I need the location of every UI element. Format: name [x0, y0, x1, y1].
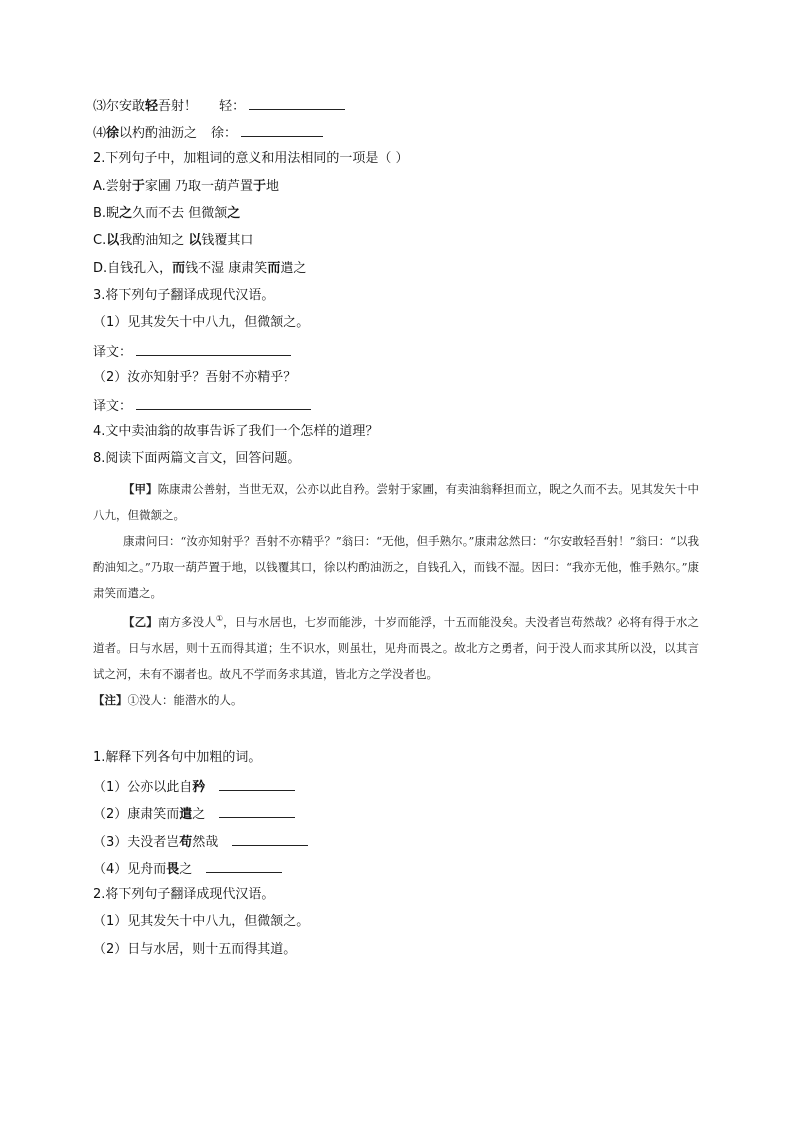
q1-item-3 [93, 95, 345, 117]
classical-passage [93, 476, 699, 713]
q4-stem: 4.文中卖油翁的故事告诉了我们一个怎样的道理？ [93, 424, 379, 439]
bold-word: 苟 [179, 835, 193, 850]
q3-sentence-1: （1）见其发矢十中八九，但微颔之。 [93, 315, 310, 330]
answer-blank[interactable] [241, 122, 323, 137]
passage-q1-item-3 [93, 831, 308, 853]
passage-q1-item-1 [93, 776, 295, 798]
item-number: ⑷ [93, 126, 107, 141]
answer-blank[interactable] [232, 831, 308, 846]
passage-text: 陈康肃公善射，当世无双，公亦以此自矜。尝射于家圃，有卖油翁释担而立，睨之久而不去。见其发矢十中八九，但微颔之。 [93, 482, 699, 522]
q2-option-d[interactable] [93, 259, 306, 279]
q3-translation-2 [93, 395, 311, 417]
footnote-marker: ① [215, 614, 224, 623]
q1-item-4 [93, 122, 323, 144]
passage-jia-p1 [93, 476, 699, 528]
answer-label: 轻： [219, 99, 246, 114]
item-text: 然哉 [192, 835, 219, 850]
item-text: （4）见舟而 [93, 862, 167, 877]
bold-word: 于 [252, 179, 266, 194]
option-text: 钱覆其口 [201, 233, 254, 248]
option-text: B.睨 [93, 206, 120, 221]
note-text: ①没人：能潜水的人。 [127, 692, 243, 707]
answer-blank[interactable] [136, 341, 291, 356]
passage-yi [93, 606, 699, 687]
passage-q1-stem: 1.解释下列各句中加粗的词。 [93, 750, 262, 765]
passage-text: ，日与水居也，七岁而能涉，十岁而能浮，十五而能没矣。夫没者岂苟然哉？必将有得于水之道者。日与水居，则十五而得其道；生不识水，则虽壮，见舟而畏之。故北方之勇者，问于没人而求其所以没，以其言试之河，未有不溺者也。故凡不学而务求其道，皆北方之学没者也。 [93, 614, 700, 681]
passage-tag: 【甲】 [123, 482, 158, 496]
passage-q2-sentence-2: （2）日与水居，则十五而得其道。 [93, 942, 297, 957]
option-text: 钱不湿 康肃笑 [185, 261, 268, 276]
bold-word: 以 [106, 233, 120, 248]
bold-word: 遣 [179, 807, 193, 822]
item-text: 以杓酌油沥之 [119, 126, 198, 141]
q8-stem: 8.阅读下面两篇文言文，回答问题。 [93, 451, 301, 466]
item-text: 尔安敢 [106, 99, 146, 114]
bold-word: 于 [131, 179, 145, 194]
item-text: 之 [179, 862, 193, 877]
passage-text: 康肃问曰：“汝亦知射乎？吾射不亦精乎？”翁曰：“无他，但手熟尔。”康肃忿然曰：“尔安敢轻吾射！”翁曰：“以我酌油知之。”乃取一葫芦置于地，以钱覆其口，徐以杓酌油沥之，自钱孔入，而钱不湿。因曰：“我亦无他，惟手熟尔。”康肃笑而遣之。 [93, 534, 699, 600]
answer-label: 徐： [211, 126, 238, 141]
answer-blank[interactable] [219, 803, 295, 818]
q3-sentence-2: （2）汝亦知射乎？吾射不亦精乎？ [93, 370, 297, 385]
answer-label: 译文： [93, 345, 133, 360]
option-text: D.自钱孔入， [93, 261, 173, 276]
option-text: 家圃 乃取一葫芦置 [144, 179, 253, 194]
q2-option-a[interactable] [93, 177, 279, 197]
item-text: （1）公亦以此自 [93, 780, 193, 795]
item-text: （3）夫没者岂 [93, 835, 180, 850]
option-text: 遣之 [280, 261, 307, 276]
item-text: 之 [192, 807, 206, 822]
passage-jia-p2 [93, 528, 699, 606]
q3-translation-1 [93, 341, 291, 363]
answer-blank[interactable] [249, 95, 345, 110]
bold-word: 以 [188, 233, 202, 248]
q3-stem: 3.将下列句子翻译成现代汉语。 [93, 288, 275, 303]
passage-q2-stem: 2.将下列句子翻译成现代汉语。 [93, 887, 275, 902]
passage-tag: 【乙】 [123, 614, 158, 629]
option-text: 我酌油知之 [119, 233, 189, 248]
answer-blank[interactable] [136, 395, 311, 410]
q2-option-c[interactable] [93, 231, 253, 251]
q2-stem: 2.下列句子中，加粗词的意义和用法相同的一项是（ ） [93, 151, 409, 166]
item-text: 吾射！ [158, 99, 198, 114]
passage-q1-item-2 [93, 803, 295, 825]
answer-blank[interactable] [219, 776, 295, 791]
bold-word: 矜 [192, 780, 206, 795]
answer-blank[interactable] [206, 858, 282, 873]
q2-option-b[interactable] [93, 204, 240, 224]
option-text: 地 [265, 179, 279, 194]
answer-label: 译文： [93, 399, 133, 414]
bold-word: 轻 [145, 99, 159, 114]
bold-word: 而 [267, 261, 281, 276]
option-text: A.尝射 [93, 179, 132, 194]
passage-q2-sentence-1: （1）见其发矢十中八九，但微颔之。 [93, 914, 310, 929]
bold-word: 之 [227, 206, 241, 221]
option-text: 久而不去 但微颔 [132, 206, 228, 221]
bold-word: 而 [172, 261, 186, 276]
item-number: ⑶ [93, 99, 107, 114]
item-text: （2）康肃笑而 [93, 807, 180, 822]
passage-text: 南方多没人 [157, 614, 216, 629]
bold-word: 徐 [106, 126, 120, 141]
passage-q1-item-4 [93, 858, 282, 880]
bold-word: 之 [119, 206, 133, 221]
note-tag: 【注】 [93, 692, 128, 707]
bold-word: 畏 [166, 862, 180, 877]
passage-note [93, 687, 699, 713]
option-text: C. [93, 233, 107, 248]
